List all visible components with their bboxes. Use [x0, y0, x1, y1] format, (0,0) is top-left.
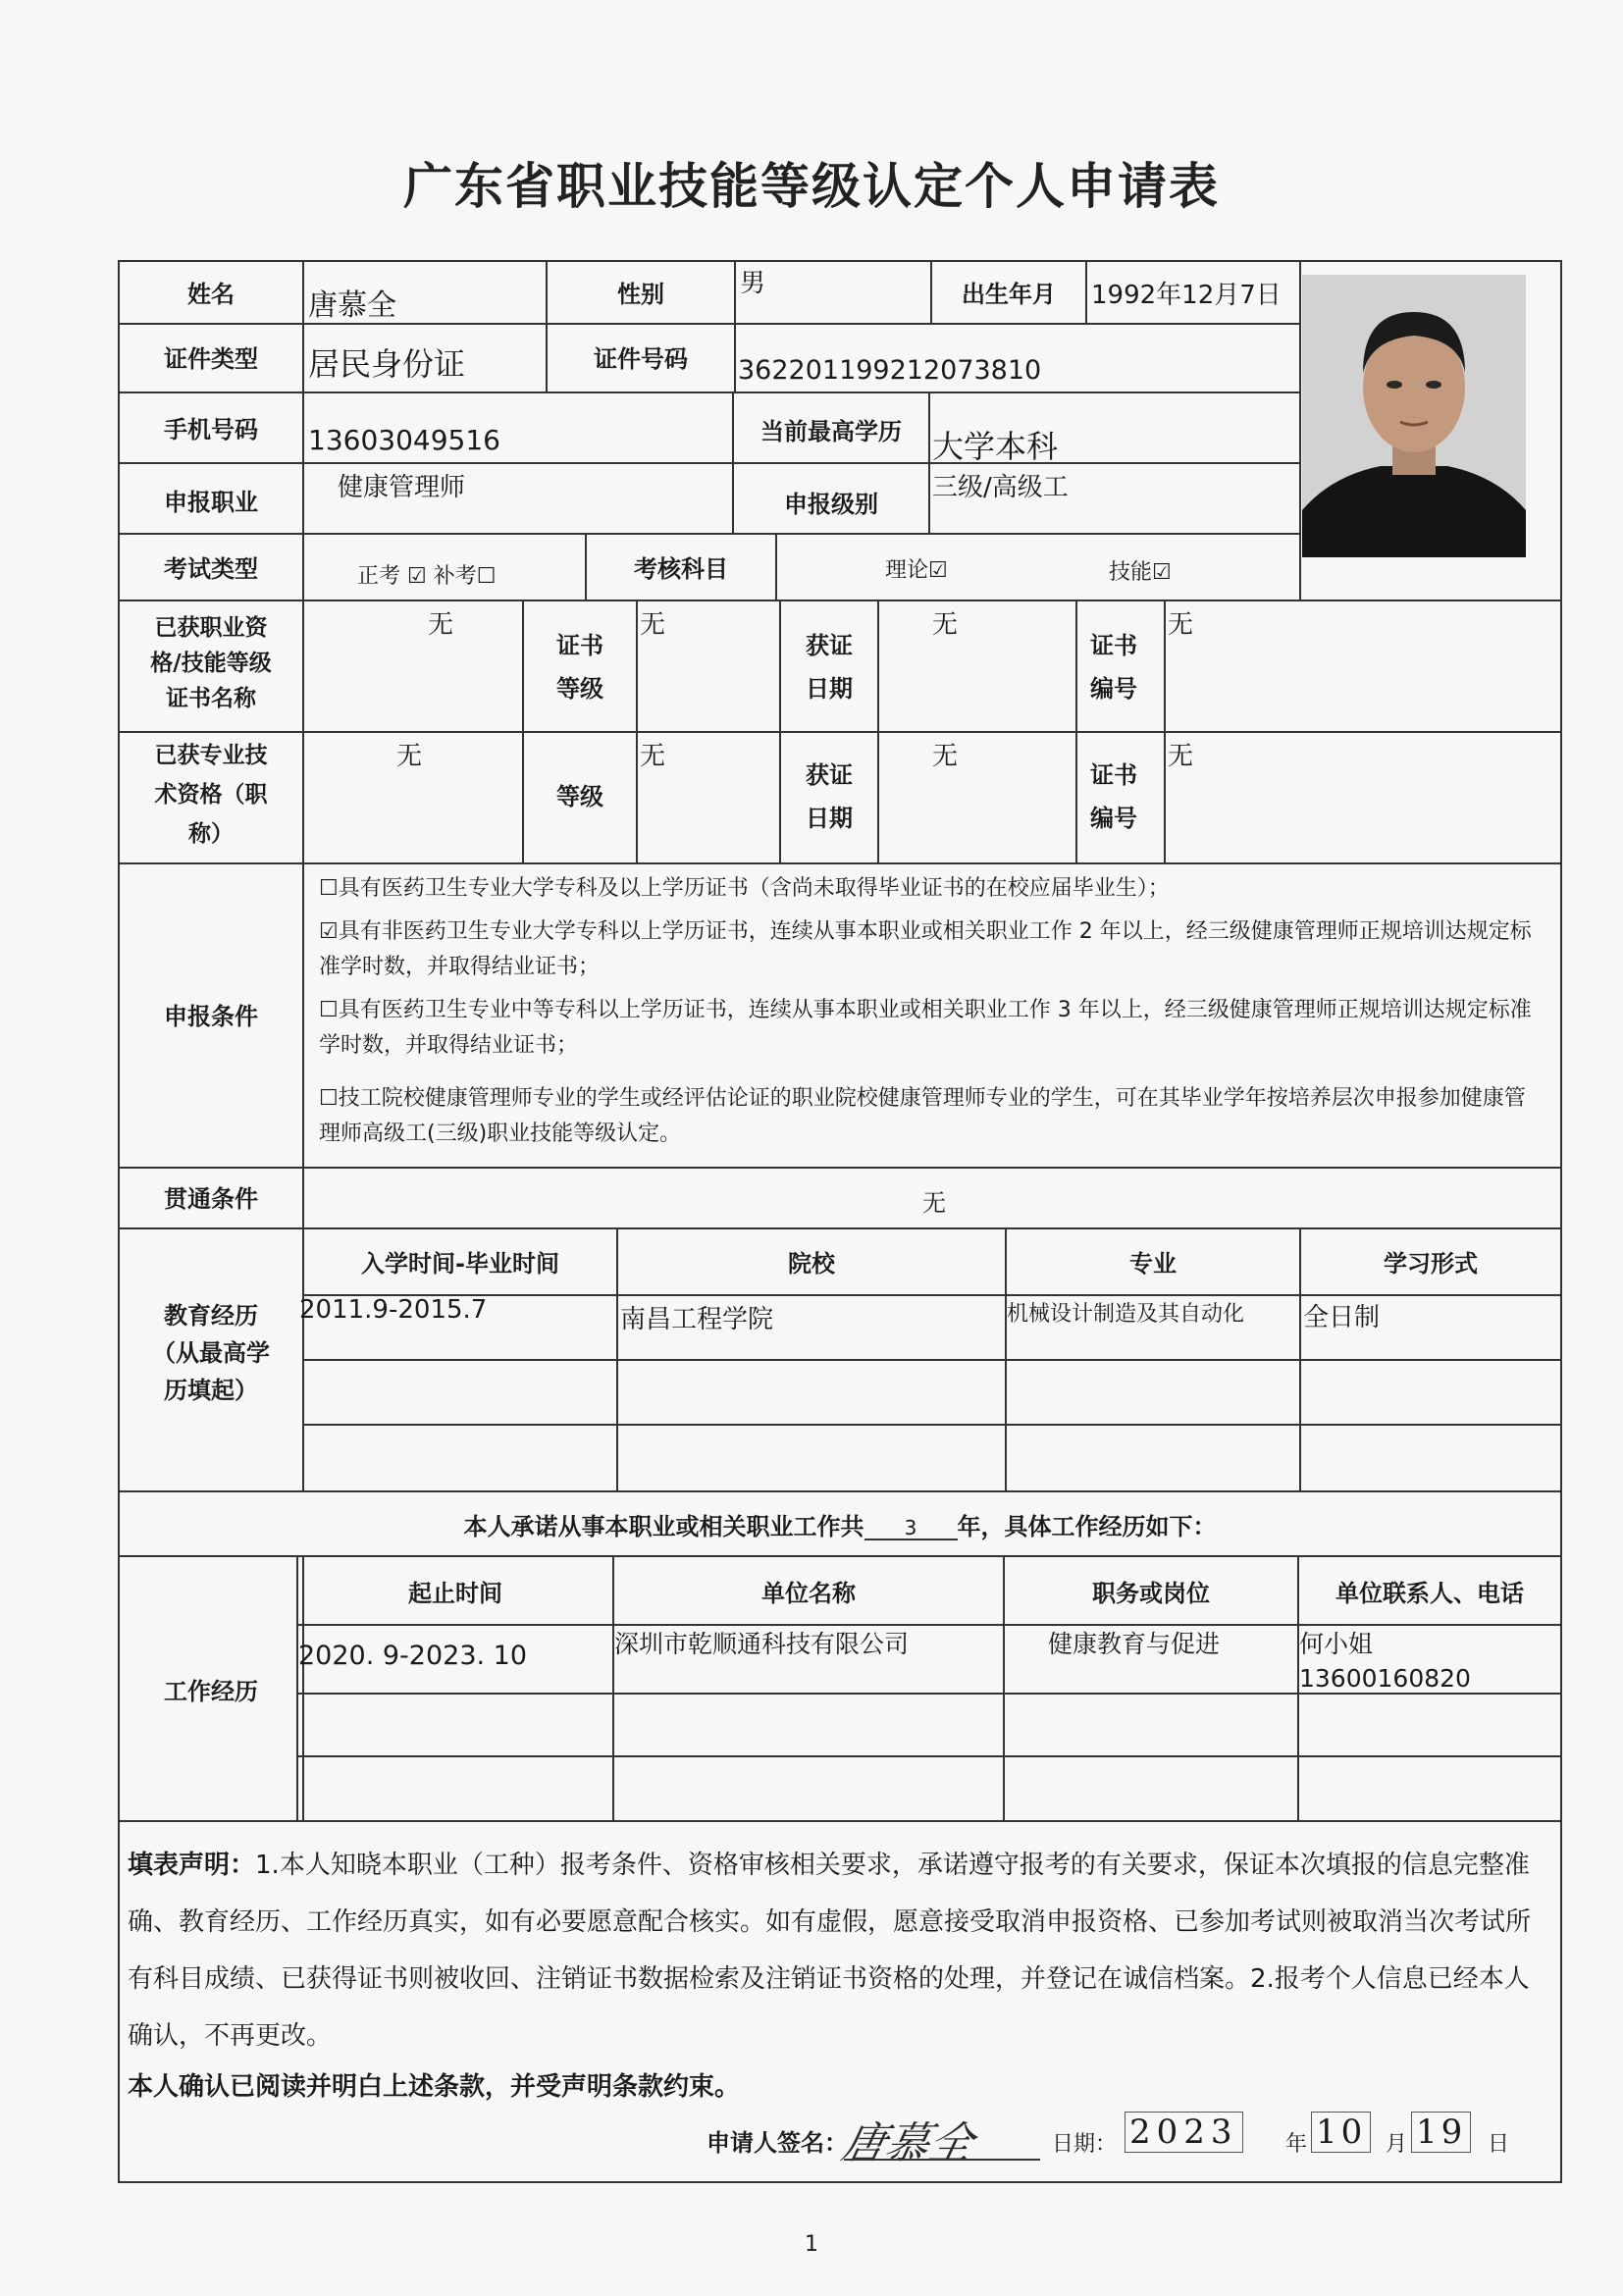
condition-item-1: ☐具有医药卫生专业大学专科及以上学历证书（含尚未取得毕业证书的在校应届毕业生）；	[319, 876, 1170, 901]
level-label: 申报级别	[784, 491, 878, 518]
date-month-unit: 月	[1386, 2132, 1408, 2157]
id-no-label: 证件号码	[594, 345, 688, 373]
tech-no-label: 证书编号	[1090, 761, 1137, 832]
id-type-value: 居民身份证	[308, 345, 466, 383]
tech-no-cell	[1164, 731, 1562, 864]
qual-no-label: 证书编号	[1090, 632, 1137, 703]
id-no-value: 362201199212073810	[738, 355, 1042, 386]
edu-row-1-major: 机械设计制造及其自动化	[1007, 1302, 1245, 1327]
work-label: 工作经历	[164, 1678, 258, 1705]
promise-prefix: 本人承诺从事本职业或相关职业工作共	[463, 1513, 864, 1540]
skill-value: 技能☑	[1109, 560, 1172, 585]
qual-date-label: 获证日期	[806, 632, 853, 703]
edu-label: 当前最高学历	[760, 418, 902, 445]
qual-label: 已获职业资格/技能等级证书名称	[150, 615, 272, 711]
condition-item-4: ☐技工院校健康管理师专业的学生或经评估论证的职业院校健康管理师专业的学生，可在其毕业学年按培养层次申报参加健康管理师高级工(三级)职业技能等级认定。	[319, 1086, 1526, 1146]
form-title: 广东省职业技能等级认定个人申请表	[403, 158, 1220, 215]
qual-grade-value: 无	[640, 610, 666, 640]
qual-no-value: 无	[1168, 610, 1194, 640]
exam-type-label: 考试类型	[164, 555, 258, 583]
work-row-1-contact-name: 何小姐	[1299, 1630, 1374, 1658]
work-row-2	[296, 1693, 1562, 1757]
tech-date-value: 无	[932, 742, 959, 771]
tech-grade-label: 等级	[556, 783, 603, 810]
date-year: 2023	[1125, 2112, 1243, 2153]
qual-grade-label: 证书等级	[556, 632, 603, 703]
date-day: 19	[1411, 2112, 1471, 2153]
edu-row-1-period: 2011.9-2015.7	[299, 1295, 488, 1325]
phone-value: 13603049516	[308, 424, 500, 456]
signature-underline	[844, 2159, 1040, 2161]
date-day-unit: 日	[1488, 2132, 1510, 2157]
work-header-contact: 单位联系人、电话	[1335, 1580, 1524, 1607]
edu-header-major: 专业	[1129, 1250, 1177, 1278]
tech-name-value: 无	[396, 742, 423, 771]
tech-date-label: 获证日期	[806, 761, 853, 832]
declaration-confirm: 本人确认已阅读并明白上述条款，并受声明条款约束。	[128, 2072, 741, 2102]
promise-years: 3	[864, 1517, 958, 1540]
id-type-label: 证件类型	[164, 345, 258, 373]
edu-value: 大学本科	[932, 428, 1059, 465]
tech-grade-value: 无	[640, 742, 666, 771]
gender-label: 性别	[617, 281, 664, 308]
edu-row-2	[302, 1359, 1562, 1426]
work-header-company: 单位名称	[761, 1580, 856, 1607]
edu-row-1-school: 南昌工程学院	[620, 1305, 774, 1334]
promise-text	[118, 1509, 1562, 1544]
birth-value: 1992年12月7日	[1091, 281, 1282, 310]
applicant-signature: 唐慕全	[837, 2118, 978, 2168]
page-number: 1	[805, 2232, 818, 2257]
edu-row-1-mode: 全日制	[1303, 1303, 1381, 1332]
date-label: 日期：	[1052, 2132, 1118, 2157]
declaration-text	[128, 1837, 1550, 2064]
edu-header-mode: 学习形式	[1384, 1250, 1478, 1278]
edu-header-period: 入学时间-毕业时间	[361, 1250, 559, 1278]
applicant-photo-image	[1302, 275, 1526, 557]
tech-date-cell	[877, 731, 1077, 864]
qual-date-value: 无	[932, 610, 959, 640]
phone-label: 手机号码	[164, 416, 258, 444]
theory-value: 理论☑	[885, 558, 948, 583]
exam-type-value: 正考 ☑ 补考☐	[357, 564, 497, 589]
tech-no-value: 无	[1168, 742, 1194, 771]
work-header-period: 起止时间	[408, 1580, 502, 1607]
declaration-body: 1.本人知晓本职业（工种）报考条件、资格审核相关要求，承诺遵守报考的有关要求，保证本次填报的信息完整准确、教育经历、工作经历真实，如有必要愿意配合核实。如有虚假，愿意接受取消申报资格、已参加考试则被取消当次考试所有科目成绩、已获得证书则被收回、注销证书数据检索及注销证书资格的处理，并登记在诚信档案。2.报考个人信息已经本人确认，不再更改。	[128, 1851, 1532, 2051]
conditions-label: 申报条件	[164, 1003, 258, 1030]
work-header-position: 职务或岗位	[1092, 1580, 1210, 1607]
work-row-1-position: 健康教育与促进	[1048, 1630, 1221, 1658]
qual-no-cell	[1164, 600, 1562, 733]
through-label: 贯通条件	[164, 1185, 258, 1213]
applicant-photo	[1302, 275, 1526, 557]
date-year-unit: 年	[1285, 2132, 1308, 2157]
condition-item-3: ☐具有医药卫生专业中等专科以上学历证书，连续从事本职业或相关职业工作 3 年以上，经三级健康管理师正规培训达规定标准学时数，并取得结业证书；	[319, 998, 1532, 1058]
work-row-1-period: 2020. 9-2023. 10	[298, 1641, 528, 1671]
birth-label: 出生年月	[962, 281, 1056, 308]
job-label: 申报职业	[164, 489, 258, 516]
declaration-heading: 填表声明：	[128, 1851, 256, 1880]
name-label: 姓名	[187, 281, 235, 308]
date-month: 10	[1311, 2112, 1371, 2153]
edu-header-school: 院校	[788, 1250, 835, 1278]
work-row-1-contact-phone: 13600160820	[1299, 1664, 1471, 1693]
qual-name-cell	[302, 600, 524, 733]
promise-suffix: 年，具体工作经历如下：	[957, 1513, 1217, 1540]
job-value: 健康管理师	[338, 473, 466, 502]
tech-label: 已获专业技术资格（职称）	[154, 743, 268, 847]
education-label: 教育经历（从最高学历填起）	[152, 1302, 270, 1404]
qual-name-value: 无	[428, 610, 454, 640]
name-value: 唐慕全	[308, 288, 396, 323]
subject-cell	[775, 533, 1301, 601]
work-row-1-company: 深圳市乾顺通科技有限公司	[614, 1630, 910, 1658]
qual-date-cell	[877, 600, 1077, 733]
subject-label: 考核科目	[634, 555, 728, 583]
through-value: 无	[922, 1189, 946, 1217]
sign-label: 申请人签名：	[707, 2129, 848, 2157]
level-value: 三级/高级工	[932, 473, 1069, 502]
gender-value: 男	[740, 269, 766, 298]
condition-item-2: ☑具有非医药卫生专业大学专科以上学历证书，连续从事本职业或相关职业工作 2 年以上，经三级健康管理师正规培训达规定标准学时数，并取得结业证书；	[319, 919, 1532, 979]
